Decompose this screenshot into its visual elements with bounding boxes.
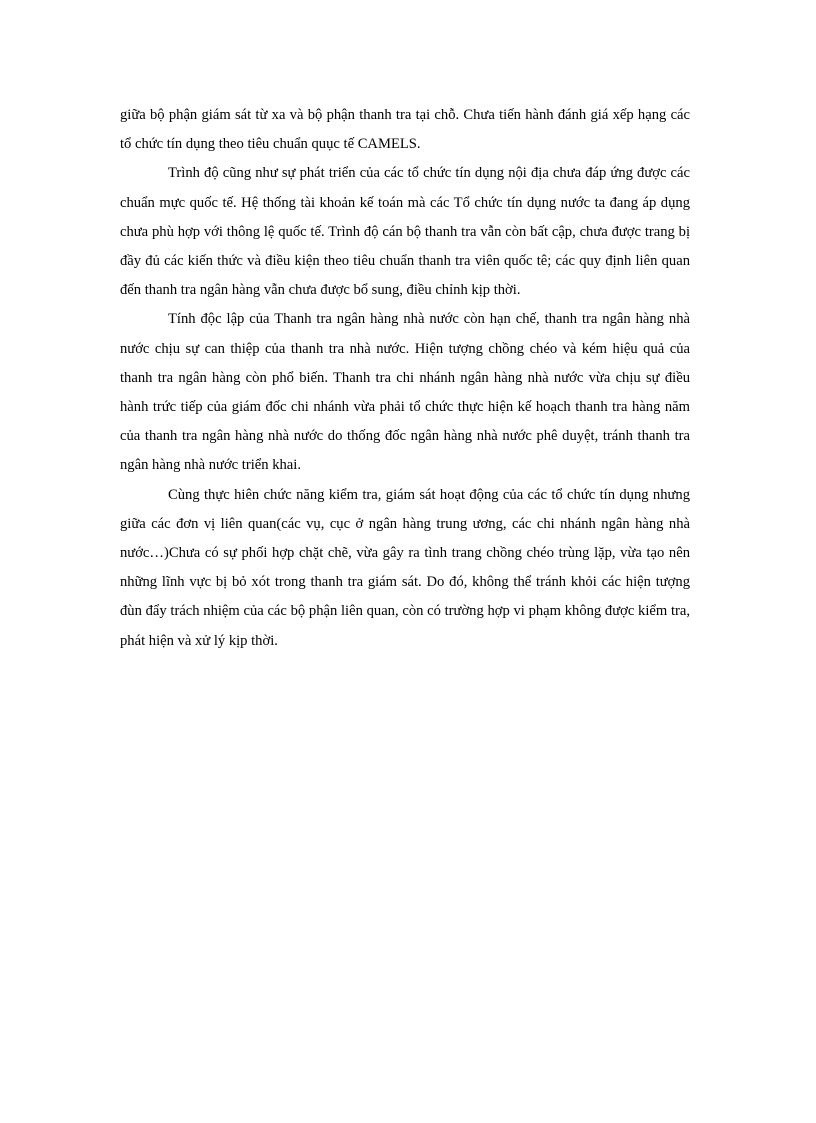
document-body xyxy=(120,101,690,656)
paragraph-coordination: Cùng thực hiên chức năng kiểm tra, giám sát hoạt động của các tổ chức tín dụng nhưng giữa các đơn vị liên quan(các vụ, cục ở ngân hàng trung ương, các chi nhánh ngân hàng nhà nước…)Chưa có sự phối hợp chặt chẽ, vừa gây ra tình trang chồng chéo trùng lặp, vừa tạo nên những lĩnh vực bị bỏ xót trong thanh tra giám sát. Do đó, không thể tránh khỏi các hiện tượng đùn đẩy trách nhiệm của các bộ phận liên quan, còn có trường hợp vi phạm không được kiểm tra, phát hiện và xử lý kịp thời. xyxy=(120,486,690,649)
paragraph-continuation: giữa bộ phận giám sát từ xa và bộ phận thanh tra tại chỗ. Chưa tiến hành đánh giá xếp hạng các tổ chức tín dụng theo tiêu chuẩn quục tế CAMELS. xyxy=(120,107,690,153)
paragraph-international-standards: Trình độ cũng như sự phát triển của các tổ chức tín dụng nội địa chưa đáp ứng được các chuẩn mực quốc tế. Hệ thống tài khoản kế toán mà các Tổ chức tín dụng nước ta đang áp dụng chưa phù hợp với thông lệ quốc tế. Trình độ cán bộ thanh tra vẫn còn bất cập, chưa được trang bị đầy đủ các kiến thức và điều kiện theo tiêu chuẩn thanh tra viên quốc tê; các quy định liên quan đến thanh tra ngân hàng vẫn chưa được bổ sung, điều chỉnh kịp thời. xyxy=(120,165,690,299)
paragraph-inspection-independence: Tính độc lập của Thanh tra ngân hàng nhà nước còn hạn chế, thanh tra ngân hàng nhà nước chịu sự can thiệp của thanh tra nhà nước. Hiện tượng chồng chéo và kém hiệu quả của thanh tra ngân hàng còn phổ biến. Thanh tra chi nhánh ngân hàng nhà nước vừa chịu sự điều hành trức tiếp của giám đốc chi nhánh vừa phải tổ chức thực hiện kế hoạch thanh tra hàng năm của thanh tra ngân hàng nhà nước do thống đốc ngân hàng nhà nước phê duyệt, tránh thanh tra ngân hàng nhà nước triển khai. xyxy=(120,311,690,474)
